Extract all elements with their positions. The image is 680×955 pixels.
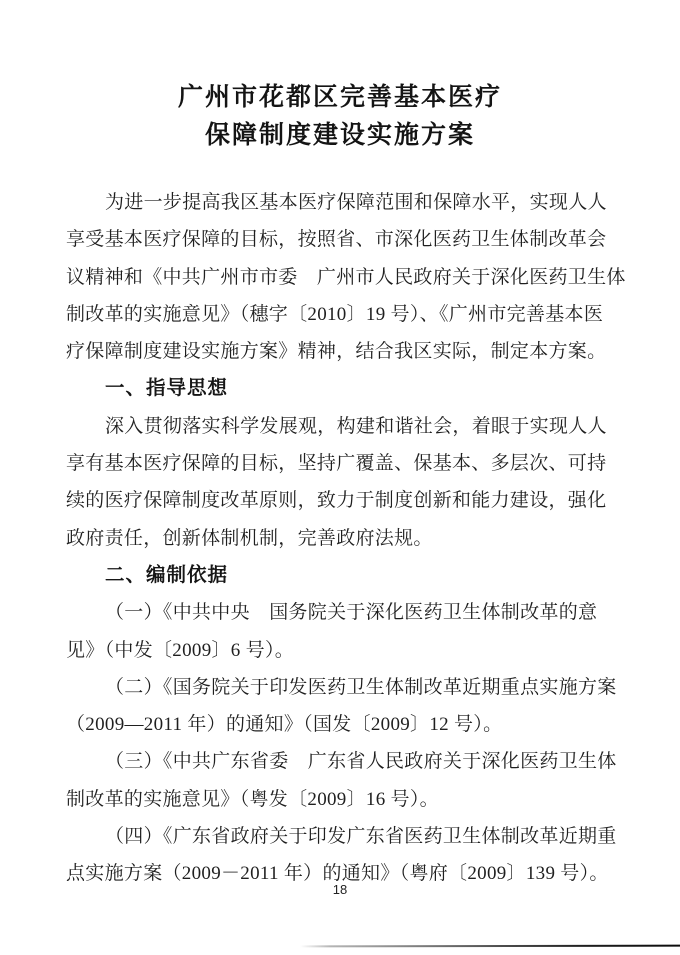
- scan-artifact-line: [300, 945, 680, 948]
- list-item-2-line-1: （二）《国务院关于印发医药卫生体制改革近期重点实施方案: [105, 676, 617, 698]
- page-number: 18: [332, 882, 348, 897]
- title-line-1: 广州市花都区完善基本医疗: [177, 83, 502, 111]
- list-item-4-line-2: 点实施方案（2009－2011 年）的通知》（粤府〔2009〕139 号）。: [66, 863, 609, 885]
- section-heading-2: 二、编制依据: [105, 563, 229, 586]
- paragraph-2-line-4: 政府责任，创新体制机制，完善政府法规。: [66, 527, 433, 549]
- list-item-1-line-2: 见》（中发〔2009〕6 号）。: [66, 639, 295, 661]
- document-body: [0, 184, 680, 893]
- paragraph-1-line-3: 议精神和《中共广州市市委 广州市人民政府关于深化医药卫生体: [66, 266, 626, 288]
- list-item-3-line-1: （三）《中共广东省委 广东省人民政府关于深化医药卫生体: [105, 751, 617, 773]
- list-item-4-line-1: （四）《广东省政府关于印发广东省医药卫生体制改革近期重: [105, 826, 617, 848]
- paragraph-1-line-2: 享受基本医疗保障的目标，按照省、市深化医药卫生体制改革会: [66, 229, 607, 251]
- paragraph-1-line-5: 疗保障制度建设实施方案》精神，结合我区实际，制定本方案。: [66, 341, 607, 363]
- section-heading-1: 一、指导思想: [105, 377, 229, 400]
- paragraph-2-line-2: 享有基本医疗保障的目标，坚持广覆盖、保基本、多层次、可持: [66, 453, 607, 475]
- title-line-2: 保障制度建设实施方案: [204, 121, 475, 149]
- list-item-2-line-2: （2009—2011 年）的通知》（国发〔2009〕12 号）。: [66, 714, 503, 736]
- paragraph-2-line-1: 深入贯彻落实科学发展观，构建和谐社会，着眼于实现人人: [105, 415, 607, 437]
- document-title: [0, 0, 680, 154]
- paragraph-1-line-1: 为进一步提高我区基本医疗保障范围和保障水平，实现人人: [105, 192, 607, 213]
- paragraph-1-line-4: 制改革的实施意见》（穗字〔2010〕19 号）、《广州市完善基本医: [66, 303, 604, 325]
- paragraph-2-line-3: 续的医疗保障制度改革原则，致力于制度创新和能力建设，强化: [66, 490, 607, 512]
- list-item-1-line-1: （一）《中共中央 国务院关于深化医药卫生体制改革的意: [105, 602, 598, 624]
- list-item-3-line-2: 制改革的实施意见》（粤发〔2009〕16 号）。: [66, 788, 439, 810]
